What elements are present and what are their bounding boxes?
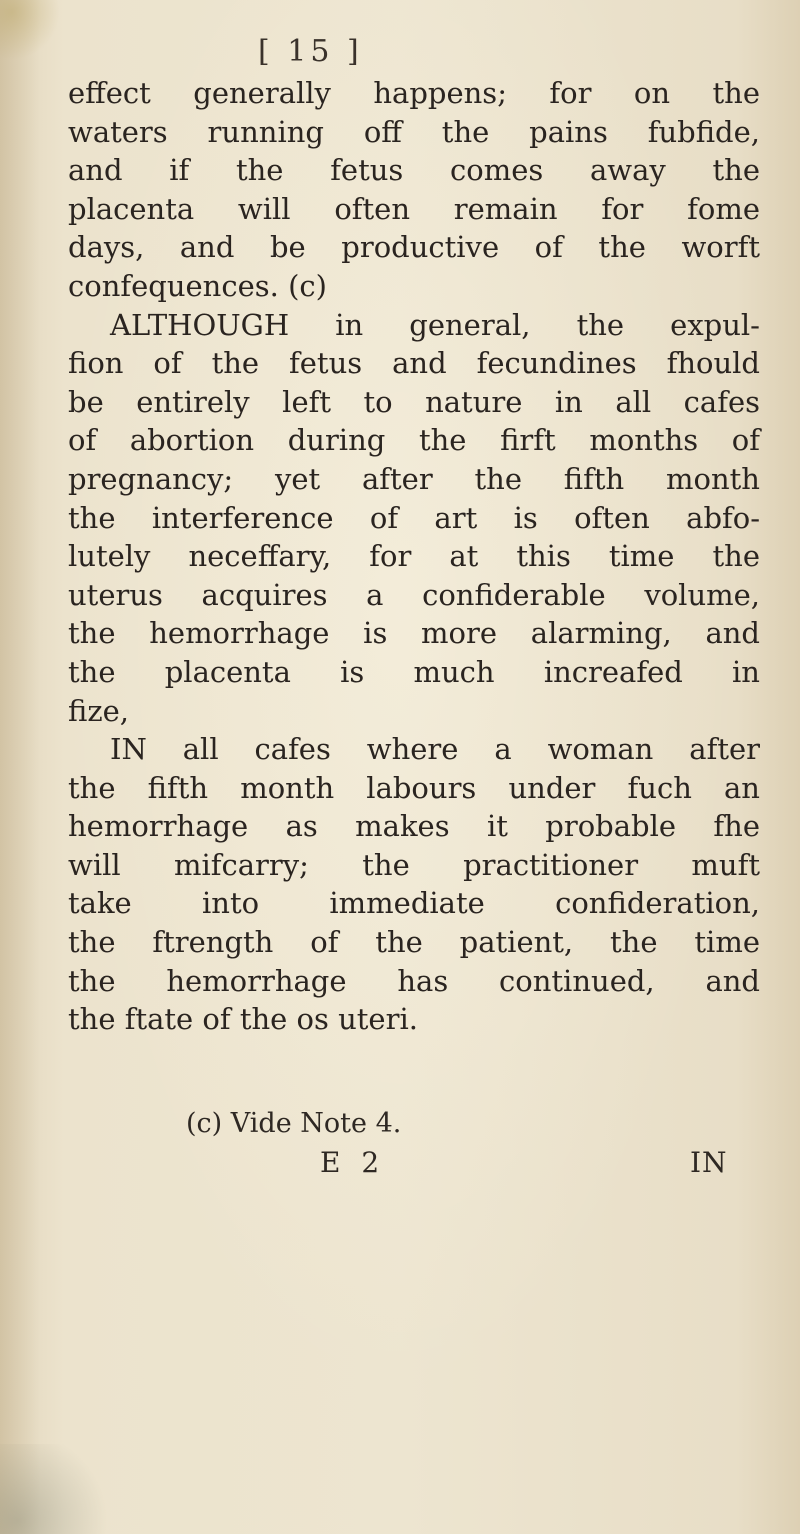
text-line: the hemorrhage has continued, and — [68, 963, 760, 998]
footnote: (c) Vide Note 4. — [186, 1108, 402, 1139]
text-line: of abortion during the firft months of — [68, 423, 760, 458]
paragraph-start-line: IN all cafes where a woman after — [110, 732, 760, 767]
paragraph-start-line: ALTHOUGH in general, the expul- — [110, 307, 760, 342]
page-edge-shadow — [0, 0, 40, 1534]
text-line: the fifth month labours under fuch an — [68, 770, 760, 805]
text-line: effect generally happens; for on the — [68, 76, 760, 110]
text-line: lutely neceffary, for at this time the — [68, 539, 760, 574]
page-number: [ 15 ] — [258, 34, 363, 69]
text-line: the interference of art is often abfo- — [68, 500, 760, 535]
catchword: IN — [690, 1146, 728, 1179]
text-line: the ftrength of the patient, the time — [68, 925, 760, 960]
text-line: the placenta is much increafed in — [68, 654, 760, 689]
paper-stain-bottom — [0, 1444, 120, 1534]
text-line: days, and be productive of the worft — [68, 230, 760, 265]
text-line: and if the fetus comes away the — [68, 153, 760, 188]
body-text — [68, 74, 760, 1039]
text-line: confequences. (c) — [68, 268, 327, 303]
text-line: placenta will often remain for fome — [68, 191, 760, 226]
text-line: uterus acquires a confiderable volume, — [68, 577, 760, 612]
signature-mark: E 2 — [320, 1146, 386, 1179]
text-line: take into immediate confideration, — [68, 886, 760, 921]
text-line: hemorrhage as makes it probable fhe — [68, 809, 760, 844]
text-line: will mifcarry; the practitioner muft — [68, 847, 760, 882]
text-line: waters running off the pains fubfide, — [68, 114, 760, 149]
text-line: be entirely left to nature in all cafes — [68, 384, 760, 419]
text-line: fion of the fetus and fecundines fhould — [68, 346, 760, 381]
text-line: the hemorrhage is more alarming, and — [68, 616, 760, 651]
text-line: fize, — [68, 693, 130, 728]
text-line: the ftate of the os uteri. — [68, 1002, 418, 1037]
paper-stain-top — [0, 0, 60, 60]
text-line: pregnancy; yet after the fifth month — [68, 461, 760, 496]
